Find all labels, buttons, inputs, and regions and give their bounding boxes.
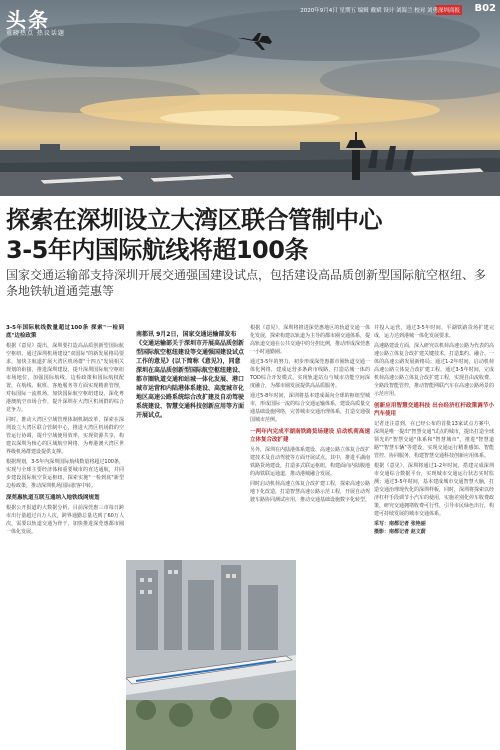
page-number: B02 <box>474 3 496 14</box>
column-4-subhead-1: 创新应用智慧交通科技 出台经济杠杆政策调节小汽车使用 <box>374 403 494 417</box>
column-3-paragraph-4: 另外，深圳在内陆港体系建设、高速公路立体复合改扩建技术及自动驾驶等方面开展试点。其中，推进平湖南铁路货场建设，打造多式联运枢纽，构建面向内陆腹地的海铁联运通道，推动港城融合发展。 <box>250 447 370 477</box>
headline-line-2: 3-5年内国际航线将超100条 <box>6 236 308 264</box>
column-4-paragraph-1: 并投入运营，通过3-5年时间，平湖铁路货场扩建完成，运力达到港城一体化发展要求。 <box>374 325 494 339</box>
column-3 <box>250 324 370 750</box>
paper-tag: 深圳商报 <box>436 5 462 15</box>
column-4-paragraph-4: 根据《意见》，深圳将通过1-2年时间，搭建完成深圳市交通综合数据平台，实现城市交通运行状态实时监测；通过3-5年时间，基本建成城市交通智慧大脑，打造交通治理现代化的深圳样板，同时，深圳将探索以经济杠杆手段调节小汽车的使用，实施差别化停车收费政策，研究交通拥堵收费可行性，引导市民绿色出行，构建可持续发展的城市交通体系。 <box>374 463 494 517</box>
column-1-subhead-2: 深莞惠轨道互联互通纳入地铁线网规划 <box>6 495 100 501</box>
column-3-paragraph-5: 同时启动机荷高速立体复合改扩建工程，探索高速公路地下化改造，打造智慧高速公路示范工程，开展自动驾驶车路协同测试应用，推动交通基础设施数字化转型。 <box>250 481 370 503</box>
column-4-paragraph-3: 记者还注意到，在已经公布的首批13家试点方案中，深圳是唯一提出"智慧交通"试点的城市，提出打造全球领先的"智慧交通"体系和"智慧城市"，推进"智慧道路""智慧车辆"等建设，实现交通运行精准感知、智能管控、协同服务，构建智慧交通科技创新应用体系。 <box>374 421 494 459</box>
reporter-credit: 采写：南都记者 张艳丽 <box>374 521 426 527</box>
section-logo <box>6 4 76 40</box>
column-3-paragraph-2: 通过3-5年的努力，初步形成深莞惠都市圈轨道交通一体化网络，建成运营多条跨市线路，打造站城一体的TOD综合开发模式，实现轨道站点与城市功能空间深度融合，为都市圈发展提供高品质服务。 <box>250 359 370 389</box>
section-subtitle: 重磅热点 热议话题 <box>6 30 65 37</box>
column-4 <box>374 324 494 750</box>
section-title: 头条 <box>6 8 50 32</box>
column-1-subhead-1: 3-5年国际航线数量超过100条 探索"一检到底"边检政策 <box>6 325 124 339</box>
column-1 <box>6 324 124 750</box>
column-1-paragraph-1: 根据《意见》提出，深圳要打造高品质创新型国际航空枢纽，通过深圳机场建设"双国际"的新发展格局要求，加快主航道扩展大湾区机场群"十四五"发展相关规划的衔接，推进深圳建设，提升深圳国际航空枢纽市场地位，加强国际航线，边检政策和国际航权配置，在航线、航班、客舱服务等方面实现精准管理，对标国际一流机场，加快国际航空枢纽建设，深化粤港澳航空市场合作，提升深圳在大湾区机场群的综合竞争力。 <box>6 343 124 413</box>
main-headline <box>6 205 494 265</box>
column-1-paragraph-2: 同时，推动大湾区空域管理体制机制改革，探索在深圳设立大湾区联合管制中心，推进大湾区机场群的空管运行协调，提升空域使用效率，实现资源共享，构建以深圳为核心的区域航空网络，为粤港澳大湾区世界级机场群建设提供支撑。 <box>6 417 124 455</box>
column-4-paragraph-2: 高速路建设方面，深入研究以机荷高速公路为代表的高速公路立体复合改扩建关键技术，打造集约、融合、一体的高速公路发展新格局；通过1-2年时间，启动机荷高速公路立体复合改扩建工程，通过3-5年时间，完成机荷高速公路立体复合改扩建工程，实现自由流收费、全路段智能管控，推动智能网联汽车在高速公路场景的示范应用。 <box>374 343 494 397</box>
hero-photo-airport <box>0 0 500 196</box>
deck-subheadline: 国家交通运输部支持深圳开展交通强国建设试点，包括建设高品质创新型国际航空枢纽、多条地铁轨道通莞惠等 <box>6 268 487 298</box>
column-1-paragraph-3: 根据规划，3-5年内深圳国际航线数量将超过100条，实现与全球主要经济体和重要城市的直达通航，并同步建设国际航空货运枢纽，探索实施"一检到底"新型边检政策，推动深圳机场国际旅客中转。 <box>6 459 124 489</box>
column-3-paragraph-3: 通过5-8年时间，深圳将基本建成面向全球的枢纽型城市，形成国际一流的综合交通运输体系，建设高质量交通基础设施网络，完善城市交通治理体系，打造交通强国城市范例。 <box>250 393 370 423</box>
column-3-subhead-1: 一两年内完成平湖南铁路货场建设 启动机荷高速立体复合改扩建 <box>250 429 370 443</box>
photographer-credit: 摄影：南都记者 赵文蔚 <box>374 529 426 535</box>
lead-paragraph: 南都讯 9月2日，国家交通运输部发布《交通运输部关于深圳市开展高品质创新型国际航空枢纽建设等交通强国建设试点工作的意见》(以下简称《意见》)，同意深圳在高品质创新型国际航空枢纽建设、都市圈轨道交通和站城一体化发展、港口城市运营和内陆港体系建设、高度城市化地区高速公路系统综合改扩建及自动驾驶系统建设、智慧交通科技创新应用等方面开展试点。 <box>136 331 245 419</box>
column-1-paragraph-4: 根据公开报道的大数据分析，目前深莞惠三市每日跨市出行量超过百万人次，跨界通勤总量达到了60万人次，需要以轨道交通为骨干，加快推进深莞惠都市圈一体化发展。 <box>6 505 124 535</box>
headline-line-1: 探索在深圳设立大湾区联合管制中心 <box>6 206 382 234</box>
column-3-paragraph-1: 根据《意见》，深圳将推进深莞惠地区的轨道交通一体化发展，探索构建以轨道为主导的都市圈交通体系，提高轨道交通在公共交通中的分担比例，推动形成深莞惠一小时通勤圈。 <box>250 325 370 355</box>
masthead-info: 2020年9月4日 星期五 编辑 戴斌 设计 刘海兰 校对 刘勇 <box>300 8 438 14</box>
